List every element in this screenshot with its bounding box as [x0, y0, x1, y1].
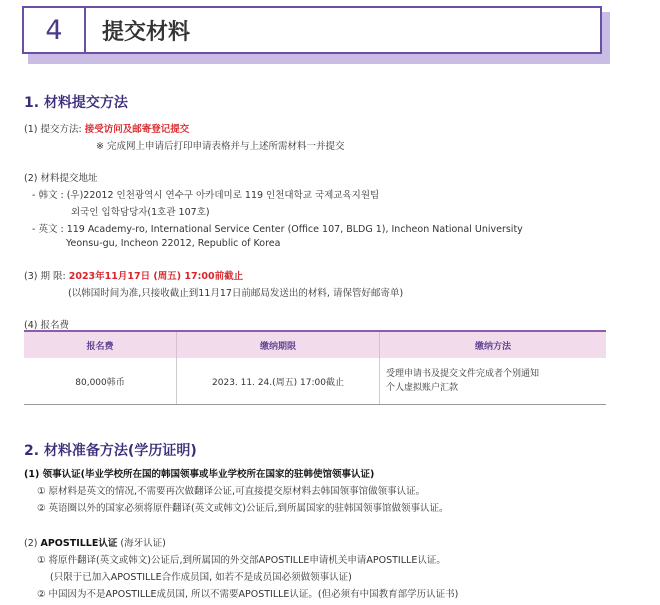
fee-table-header: [24, 331, 606, 358]
english-line1: 119 Academy-ro, International Service Center (Office 107, BLDG 1), Incheon National University: [66, 224, 523, 235]
english-line2: Yeonsu-gu, Incheon 22012, Republic of Korea: [66, 238, 281, 249]
deadline: [24, 268, 243, 282]
method-note: ※ 完成网上申请后打印申请表格并与上述所需材料一并提交: [96, 141, 345, 152]
item2-prefix: (2): [24, 538, 41, 549]
header-fee: 报名费: [24, 331, 177, 358]
method-highlight: 接受访问及邮寄登记提交: [84, 124, 190, 135]
item2-heading: [24, 535, 166, 549]
korean-label: - 韩文 :: [32, 190, 67, 201]
address-heading: (2) 材料提交地址: [24, 173, 98, 184]
item2-bold: APOSTILLE认证: [40, 538, 118, 549]
korean-line1: (우)22012 인천광역시 연수구 아카데미로 119 인천대학교 국제교육지원팀: [66, 190, 380, 201]
item1-heading: (1) 领事认证(毕业学校所在国的韩国领事或毕业学校所在国家的驻韩使馆领事认证): [24, 469, 375, 480]
submission-method: [24, 121, 189, 135]
fee-method-line2: 个人虚拟账户汇款: [386, 383, 459, 393]
section2-title: 2. 材料准备方法(学历证明): [24, 443, 197, 459]
korean-address-line1: [32, 187, 379, 201]
header-method: 缴纳方法: [380, 331, 607, 358]
item2-b: ② 中国因为不是APOSTILLE成员国, 所以不需要APOSTILLE认证。(但必须有中国教育部学历认证书): [37, 589, 459, 600]
section1-title: 1. 材料提交方法: [24, 95, 128, 111]
fee-table: [24, 330, 606, 405]
fee-heading: (4) 报名费: [24, 320, 69, 331]
item2-suffix: (海牙认证): [117, 538, 166, 549]
item1-b: ② 英语圈以外的国家必须将原件翻译(英文或韩文)公证后,到所属国家的驻韩国领事馆做领事认证。: [37, 503, 449, 514]
table-row: [24, 358, 606, 405]
section-banner: [22, 6, 602, 54]
fee-method-line1: 受理申请书及提交文件完成者个别通知: [386, 369, 540, 379]
item1-a: ① 原材料是英文的情况,不需要再次做翻译公证,可直接提交原材料去韩国领事馆做领事认证。: [37, 486, 426, 497]
fee-amount: 80,000韩币: [24, 358, 177, 405]
banner-title: 提交材料: [102, 19, 191, 45]
fee-period: 2023. 11. 24.(周五) 17:00截止: [177, 358, 380, 405]
item2-a-note: (只限于已加入APOSTILLE合作成员国, 如若不是成员国必须做领事认证): [50, 572, 352, 583]
deadline-highlight: 2023年11月17日 (周五) 17:00前截止: [68, 271, 244, 282]
method-prefix: (1) 提交方法:: [24, 124, 85, 135]
item2-a: ① 将原件翻译(英文或韩文)公证后,到所属国的外交部APOSTILLE申请机关申请APOSTILLE认证。: [37, 555, 446, 566]
english-label: - 英文 :: [32, 224, 67, 235]
korean-line2: 외국인 입학담당자(1호관 107호): [71, 207, 210, 218]
fee-method: [380, 358, 607, 405]
header-period: 缴纳期限: [177, 331, 380, 358]
banner-number: 4: [24, 8, 86, 52]
deadline-prefix: (3) 期 限:: [24, 271, 69, 282]
english-address-line1: [32, 221, 523, 235]
deadline-note: (以韩国时间为准,只接收截止到11月17日前邮局发送出的材料, 请保管好邮寄单): [68, 288, 404, 299]
